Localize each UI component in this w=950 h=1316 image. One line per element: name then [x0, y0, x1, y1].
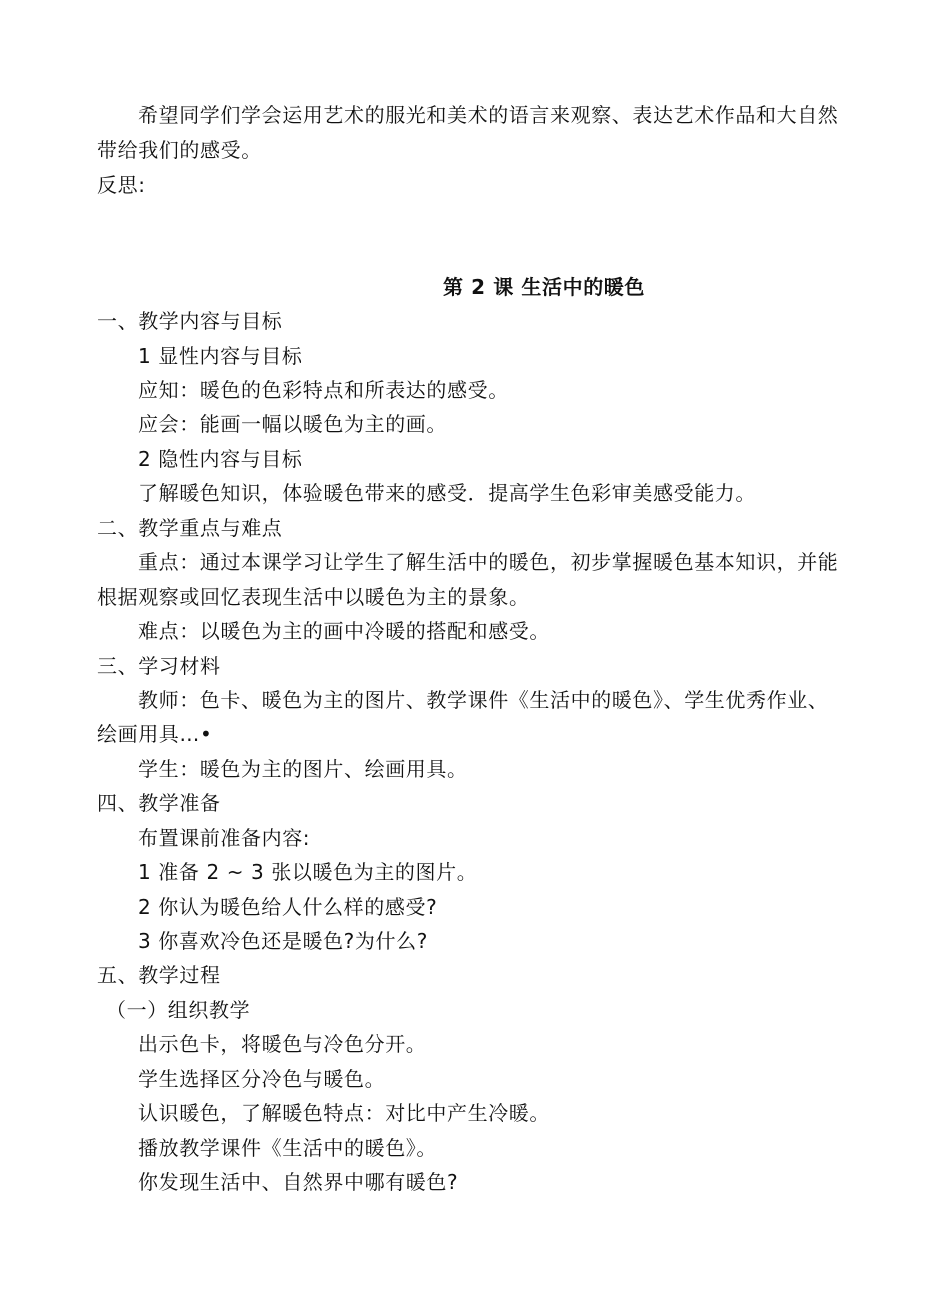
section4-item3: 3 你喜欢冷色还是暖色?为什么?: [138, 929, 428, 953]
section3-teacher-line1: 教师：色卡、暖色为主的图片、教学课件《生活中的暖色》、学生优秀作业、: [138, 688, 829, 712]
section3-heading: 三、学习材料: [97, 654, 221, 678]
section4-intro: 布置课前准备内容:: [138, 826, 311, 850]
section5-step4: 播放教学课件《生活中的暖色》。: [138, 1136, 437, 1160]
section5-step2: 学生选择区分冷色与暖色。: [138, 1067, 386, 1091]
section2-key-line2: 根据观察或回忆表现生活中以暖色为主的景象。: [97, 585, 530, 609]
section4-item2: 2 你认为暖色给人什么样的感受?: [138, 895, 438, 919]
section2-difficulty: 难点：以暖色为主的画中冷暖的搭配和感受。: [138, 619, 550, 643]
section5-step1: 出示色卡，将暖色与冷色分开。: [138, 1032, 427, 1056]
section1-hidden-content: 了解暖色知识，体验暖色带来的感受．提高学生色彩审美感受能力。: [138, 481, 756, 505]
section5-step5: 你发现生活中、自然界中哪有暖色?: [138, 1170, 459, 1194]
section1-subheading-explicit: 1 显性内容与目标: [138, 344, 303, 368]
reflection-label: 反思:: [97, 173, 146, 197]
section1-should-can: 应会：能画一幅以暖色为主的画。: [138, 412, 447, 436]
section3-student: 学生：暖色为主的图片、绘画用具。: [138, 757, 468, 781]
section3-teacher-line2: 绘画用具…•: [97, 722, 213, 746]
intro-paragraph-line2: 带给我们的感受。: [97, 138, 262, 162]
section2-heading: 二、教学重点与难点: [97, 516, 283, 540]
section1-heading: 一、教学内容与目标: [97, 309, 283, 333]
lesson-title: 第 2 课 生活中的暖色: [442, 275, 645, 299]
intro-paragraph-line1: 希望同学们学会运用艺术的服光和美术的语言来观察、表达艺术作品和大自然: [138, 103, 839, 127]
section4-item1: 1 准备 2 ~ 3 张以暖色为主的图片。: [138, 860, 478, 884]
section5-heading: 五、教学过程: [97, 963, 221, 987]
section5-step3: 认识暖色，了解暖色特点：对比中产生冷暖。: [138, 1101, 550, 1125]
section1-subheading-hidden: 2 隐性内容与目标: [138, 447, 303, 471]
section5-subheading: （一）组织教学: [106, 998, 251, 1022]
section4-heading: 四、教学准备: [97, 791, 221, 815]
section2-key-line1: 重点：通过本课学习让学生了解生活中的暖色，初步掌握暖色基本知识，并能: [138, 550, 839, 574]
section1-should-know: 应知：暖色的色彩特点和所表达的感受。: [138, 378, 509, 402]
